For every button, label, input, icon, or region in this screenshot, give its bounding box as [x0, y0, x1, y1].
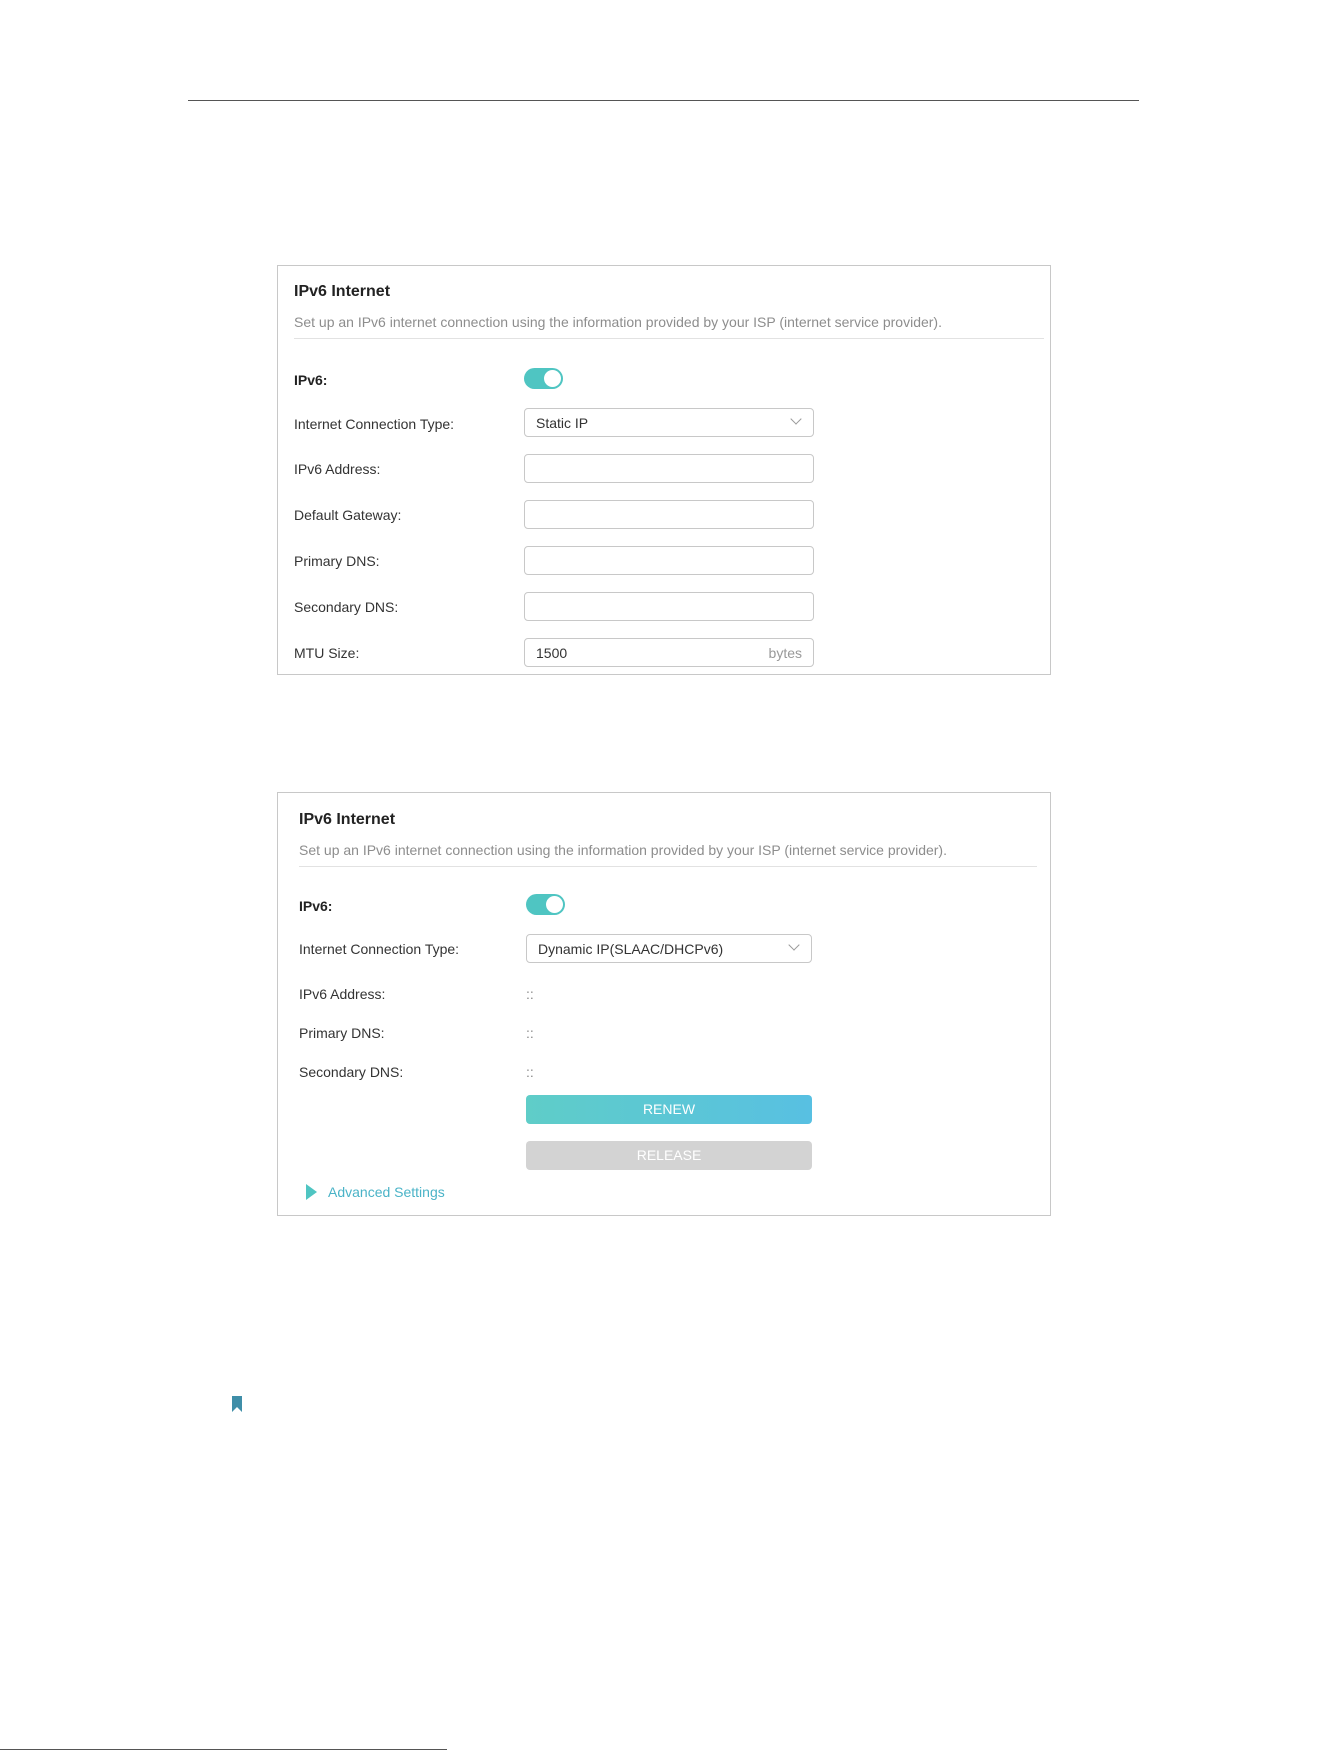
footnote-rule	[0, 1749, 447, 1750]
page-header-rule	[188, 100, 1139, 101]
connection-type-value: Dynamic IP(SLAAC/DHCPv6)	[538, 941, 724, 957]
chevron-down-icon	[790, 413, 801, 424]
panel-divider	[294, 338, 1044, 339]
ipv6-toggle[interactable]	[526, 894, 565, 915]
panel-title: IPv6 Internet	[299, 811, 396, 828]
ipv6-label: IPv6:	[299, 898, 333, 914]
ipv6-address-label: IPv6 Address:	[299, 986, 386, 1002]
ipv6-address-field[interactable]	[524, 454, 814, 483]
default-gateway-field[interactable]	[524, 500, 814, 529]
primary-dns-input[interactable]	[525, 547, 813, 574]
primary-dns-field[interactable]	[524, 546, 814, 575]
secondary-dns-value: ::	[526, 1064, 534, 1080]
ipv6-toggle[interactable]	[524, 368, 563, 389]
triangle-right-icon[interactable]	[306, 1184, 317, 1200]
ipv6-internet-panel-dynamic	[277, 792, 1051, 1216]
advanced-settings-link[interactable]: Advanced Settings	[328, 1184, 445, 1200]
toggle-knob	[544, 370, 561, 387]
ipv6-internet-panel-static	[277, 265, 1051, 675]
ipv6-address-label: IPv6 Address:	[294, 461, 381, 477]
ipv6-address-input[interactable]	[525, 455, 813, 482]
default-gateway-label: Default Gateway:	[294, 507, 402, 523]
secondary-dns-field[interactable]	[524, 592, 814, 621]
connection-type-value: Static IP	[536, 415, 589, 431]
connection-type-label: Internet Connection Type:	[294, 416, 455, 432]
panel-description: Set up an IPv6 internet connection using the information provided by your ISP (internet service provider).	[294, 314, 942, 330]
panel-divider	[299, 866, 1037, 867]
secondary-dns-input[interactable]	[525, 593, 813, 620]
renew-button[interactable]: RENEW	[526, 1095, 812, 1124]
mtu-size-label: MTU Size:	[294, 645, 360, 661]
connection-type-select[interactable]	[524, 408, 814, 437]
secondary-dns-label: Secondary DNS:	[299, 1064, 404, 1080]
connection-type-label: Internet Connection Type:	[299, 941, 460, 957]
toggle-knob	[546, 896, 563, 913]
ipv6-address-value: ::	[526, 986, 534, 1002]
secondary-dns-label: Secondary DNS:	[294, 599, 399, 615]
default-gateway-input[interactable]	[525, 501, 813, 528]
chevron-down-icon	[788, 939, 799, 950]
release-button[interactable]: RELEASE	[526, 1141, 812, 1170]
connection-type-select[interactable]	[526, 934, 812, 963]
bookmark-icon	[232, 1396, 242, 1412]
mtu-unit: bytes	[768, 645, 802, 661]
primary-dns-label: Primary DNS:	[299, 1025, 385, 1041]
mtu-size-field[interactable]	[524, 638, 814, 667]
panel-title: IPv6 Internet	[294, 283, 391, 300]
primary-dns-label: Primary DNS:	[294, 553, 380, 569]
panel-description: Set up an IPv6 internet connection using the information provided by your ISP (internet service provider).	[299, 842, 947, 858]
primary-dns-value: ::	[526, 1025, 534, 1041]
ipv6-label: IPv6:	[294, 372, 328, 388]
